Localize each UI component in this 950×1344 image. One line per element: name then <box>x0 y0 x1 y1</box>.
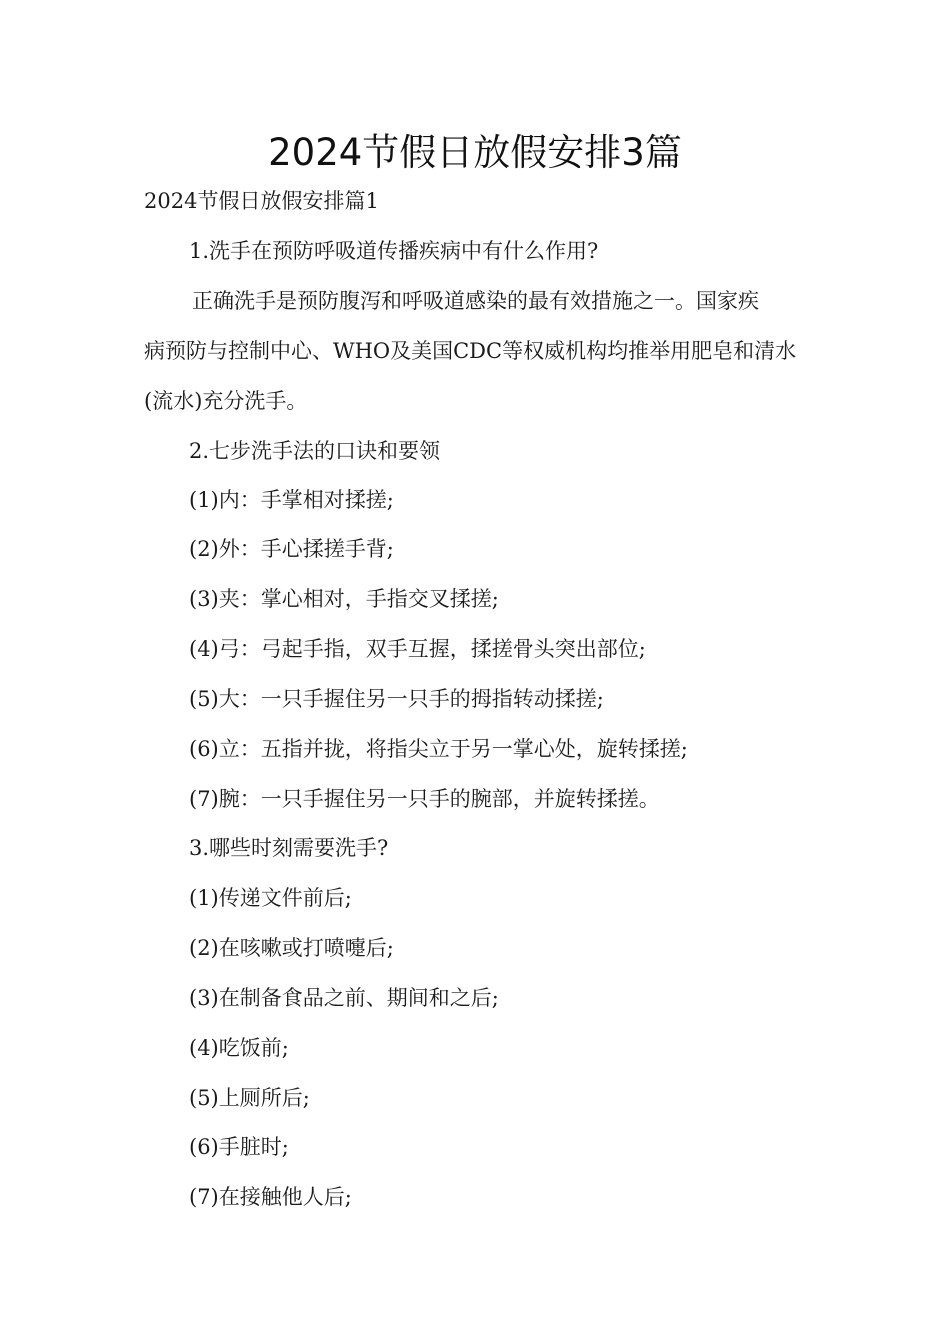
list-item: (6)立：五指并拢，将指尖立于另一掌心处，旋转揉搓; <box>189 737 688 761</box>
paragraph-1-line-1: 正确洗手是预防腹泻和呼吸道感染的最有效措施之一。国家疾 <box>192 289 759 313</box>
list-item: (5)上厕所后; <box>189 1086 310 1110</box>
list-item: (7)在接触他人后; <box>189 1185 352 1209</box>
list-item: (3)夹：掌心相对，手指交叉揉搓; <box>189 587 499 611</box>
list-item: (2)在咳嗽或打喷嚏后; <box>189 936 394 960</box>
section-heading: 2024节假日放假安排篇1 <box>144 189 379 213</box>
list-item: (1)内：手掌相对揉搓; <box>189 488 394 512</box>
list-item: (6)手脏时; <box>189 1135 289 1159</box>
list-item: (3)在制备食品之前、期间和之后; <box>189 986 499 1010</box>
list-item: (7)腕：一只手握住另一只手的腕部，并旋转揉搓。 <box>189 787 660 811</box>
paragraph-1-line-2: 病预防与控制中心、WHO及美国CDC等权威机构均推举用肥皂和清水 <box>144 339 797 363</box>
list-item: (5)大：一只手握住另一只手的拇指转动揉搓; <box>189 687 604 711</box>
paragraph-1-line-3: (流水)充分洗手。 <box>144 389 308 413</box>
list-item: (4)吃饭前; <box>189 1036 289 1060</box>
list-item: (4)弓：弓起手指，双手互握，揉搓骨头突出部位; <box>189 637 646 661</box>
list-item: (1)传递文件前后; <box>189 886 352 910</box>
document-title: 2024节假日放假安排3篇 <box>268 131 682 174</box>
list-item: (2)外：手心揉搓手背; <box>189 537 394 561</box>
question-1: 1.洗手在预防呼吸道传播疾病中有什么作用? <box>189 239 599 263</box>
question-2: 2.七步洗手法的口诀和要领 <box>189 439 441 463</box>
question-3: 3.哪些时刻需要洗手? <box>189 836 389 860</box>
